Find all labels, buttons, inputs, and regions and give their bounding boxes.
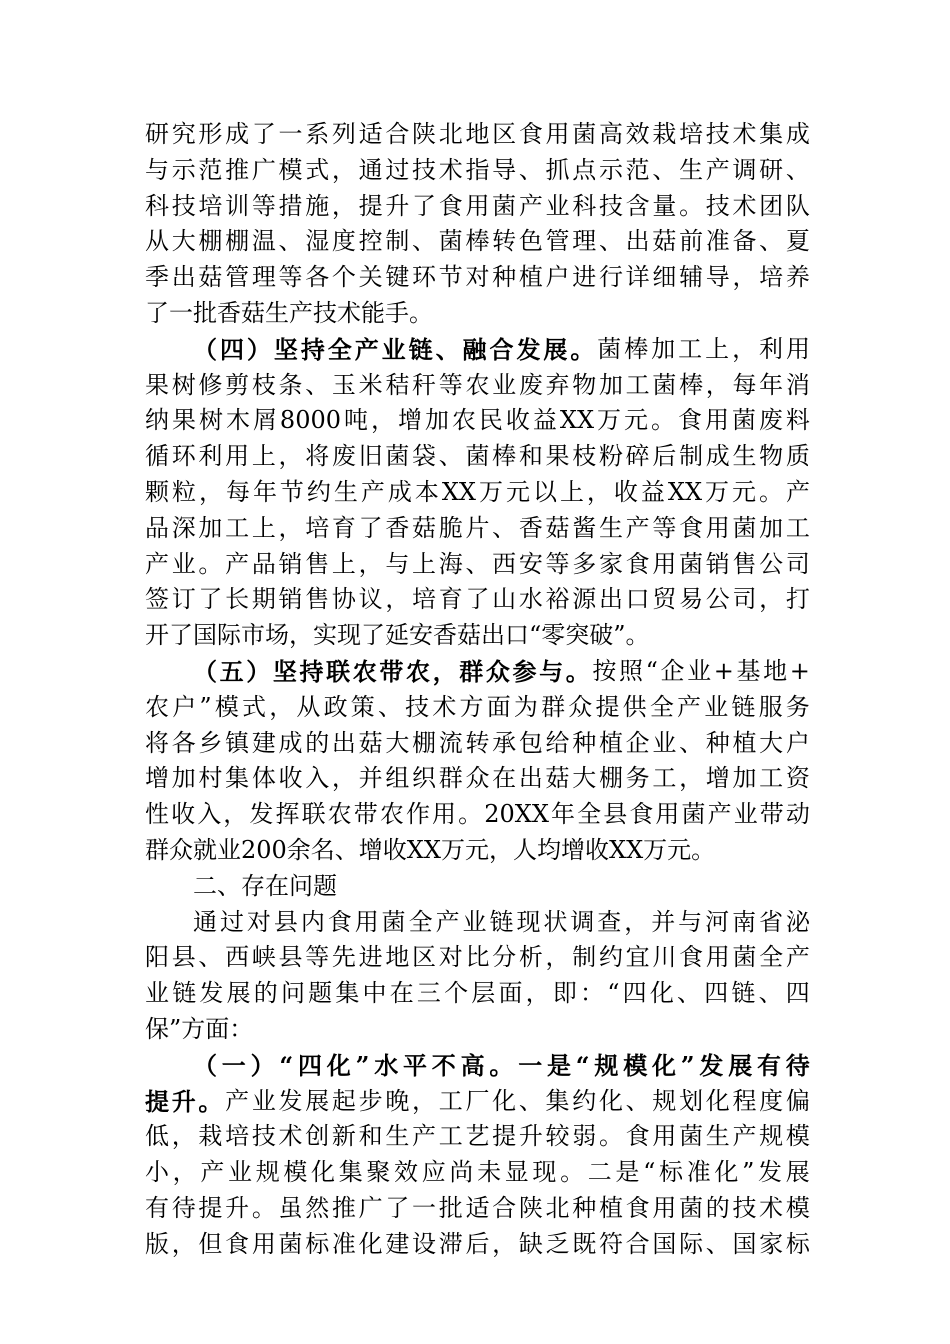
text-line: 通 过 对 县 内 食 用 菌 全 产 业 链 现 状 调 查 ， 并 与 河 南 省 泌: [193, 907, 810, 936]
text-line: 了一批香菇生产技术能手。: [145, 298, 433, 327]
text-line: 小 ， 产 业 规 模 化 集 聚 效 应 尚 未 显 现 。 二 是 “ 标 准 化 ” 发 展: [145, 1158, 810, 1187]
text-line: 研 究 形 成 了 一 系 列 适 合 陕 北 地 区 食 用 菌 高 效 栽 培 技 术 集 成: [145, 120, 810, 148]
text-line: 性 收 入 ， 发 挥 联 农 带 农 作 用 。 20XX 年 全 县 食 用 菌 产 业 带 动: [145, 800, 810, 829]
paragraph-four-modernizations: [145, 1048, 810, 1263]
text-line: 从 大 棚 棚 温 、 湿 度 控 制 、 菌 棒 转 色 管 理 、 出 菇 前 准 备 、 夏: [145, 227, 810, 256]
text-line: 纳 果 树 木 屑 8000 吨 ， 增 加 农 民 收 益 XX 万 元 。 食 用 菌 废 料: [145, 406, 810, 435]
text-line: 提 升 。 产 业 发 展 起 步 晚 ， 工 厂 化 、 集 约 化 、 规 划 化 程 度 偏: [145, 1086, 810, 1116]
text-line: 开了国际市场，实现了延安香菇出口“零突破”。: [145, 621, 650, 650]
paragraph-problem-overview: [145, 905, 810, 1048]
text-line: 与 示 范 推 广 模 式 ， 通 过 技 术 指 导 、 抓 点 示 范 、 生 产 调 研 、: [145, 155, 810, 184]
text-line: （ 一 ） “ 四 化 ” 水 平 不 高 。 一 是 “ 规 模 化 ” 发 展 有 待: [193, 1050, 810, 1080]
text-line: 将 各 乡 镇 建 成 的 出 菇 大 棚 流 转 承 包 给 种 植 企 业 、 种 植 大 户: [145, 728, 810, 757]
text-line: 阳 县 、 西 峡 县 等 先 进 地 区 对 比 分 析 ， 制 约 宜 川 食 用 菌 全 产: [145, 943, 810, 972]
paragraph-industry-chain: [145, 332, 810, 654]
text-line: 有 待 提 升 。 虽 然 推 广 了 一 批 适 合 陕 北 种 植 食 用 菌 的 技 术 模: [145, 1193, 810, 1222]
text-line: 科 技 培 训 等 措 施 ， 提 升 了 食 用 菌 产 业 科 技 含 量 。 技 术 团 队: [145, 191, 810, 220]
text-line: 签 订 了 长 期 销 售 协 议 ， 培 育 了 山 水 裕 源 出 口 贸 易 公 司 ， 打: [145, 585, 810, 614]
text-line: 保”方面：: [145, 1014, 254, 1043]
document-page: [145, 117, 810, 1263]
text-line: 增 加 村 集 体 收 入 ， 并 组 织 群 众 在 出 菇 大 棚 务 工 ， 增 加 工 资: [145, 764, 810, 793]
text-line: 果 树 修 剪 枝 条 、 玉 米 秸 秆 等 农 业 废 弃 物 加 工 菌 棒 ， 每 年 消: [145, 370, 810, 399]
text-line: 产 业 。 产 品 销 售 上 ， 与 上 海 、 西 安 等 多 家 食 用 菌 销 售 公 司: [145, 549, 810, 578]
text-line: 循 环 利 用 上 ， 将 废 旧 菌 袋 、 菌 棒 和 果 枝 粉 碎 后 制 成 生 物 质: [145, 442, 810, 471]
text-line: （ 五 ） 坚 持 联 农 带 农 ， 群 众 参 与 。 按 照 “ 企 业 + 基 地 +: [193, 656, 810, 686]
text-line: 颗 粒 ， 每 年 节 约 生 产 成 本 XX 万 元 以 上 ， 收 益 XX 万 元 。 产: [145, 477, 810, 506]
text-line: （ 四 ） 坚 持 全 产 业 链 、 融 合 发 展 。 菌 棒 加 工 上 ， 利 用: [193, 334, 810, 364]
section-heading: 二、存在问题: [193, 871, 337, 900]
paragraph-farmer-linkage: [145, 654, 810, 869]
text-line: 品 深 加 工 上 ， 培 育 了 香 菇 脆 片 、 香 菇 酱 生 产 等 食 用 菌 加 工: [145, 513, 810, 542]
paragraph-tech-support: [145, 117, 810, 332]
text-line: 低 ， 栽 培 技 术 创 新 和 生 产 工 艺 提 升 较 弱 。 食 用 菌 生 产 规 模: [145, 1122, 810, 1151]
text-line: 版 ， 但 食 用 菌 标 准 化 建 设 滞 后 ， 缺 乏 既 符 合 国 际 、 国 家 标: [145, 1229, 810, 1258]
text-line: 季 出 菇 管 理 等 各 个 关 键 环 节 对 种 植 户 进 行 详 细 辅 导 ， 培 养: [145, 263, 810, 292]
text-line: 群众就业200余名、增收XX万元，人均增收XX万元。: [145, 835, 716, 864]
text-line: 业 链 发 展 的 问 题 集 中 在 三 个 层 面 ， 即 ： “ 四 化 、 四 链 、 四: [145, 979, 810, 1008]
text-line: 农 户 ” 模 式 ， 从 政 策 、 技 术 方 面 为 群 众 提 供 全 产 业 链 服 务: [145, 692, 810, 721]
